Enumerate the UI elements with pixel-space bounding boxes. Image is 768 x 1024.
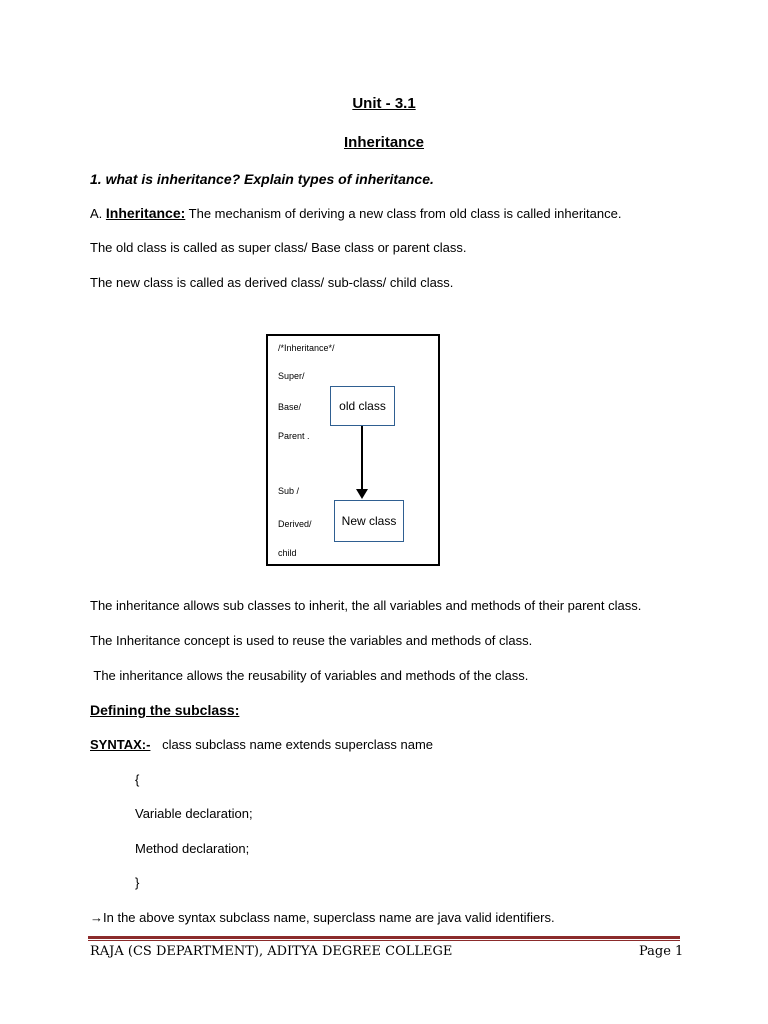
new-class-box: New class — [334, 500, 404, 542]
right-arrow-icon: → — [90, 910, 103, 925]
answer-definition: The mechanism of deriving a new class from old class is called inheritance. — [185, 206, 622, 221]
answer-line-3: The new class is called as derived class/ sub-class/ child class. — [90, 275, 454, 290]
syntax-text: class subclass name extends superclass name — [162, 737, 434, 752]
paragraph-3: The inheritance allows the reusability of variables and methods of the class. — [90, 668, 529, 683]
syntax-note-text: In the above syntax subclass name, superclass name are java valid identifiers. — [103, 910, 555, 925]
old-class-box: old class — [330, 386, 395, 426]
syntax-line — [90, 737, 433, 752]
syntax-variable-declaration: Variable declaration; — [135, 806, 253, 821]
answer-paragraph — [90, 205, 621, 221]
footer-author: RAJA (CS DEPARTMENT), ADITYA DEGREE COLLEGE — [90, 944, 453, 959]
sub-label: Sub / — [278, 486, 300, 496]
diagram-comment: /*Inheritance*/ — [278, 343, 335, 353]
paragraph-1: The inheritance allows sub classes to inherit, the all variables and methods of their parent class. — [90, 598, 642, 613]
inheritance-diagram — [266, 334, 440, 566]
super-label: Super/ — [278, 371, 305, 381]
syntax-label: SYNTAX:- — [90, 737, 151, 752]
answer-prefix: A. — [90, 206, 103, 221]
answer-line-2: The old class is called as super class/ Base class or parent class. — [90, 240, 467, 255]
base-label: Base/ — [278, 402, 302, 412]
paragraph-2: The Inheritance concept is used to reuse the variables and methods of class. — [90, 633, 533, 648]
parent-label: Parent . — [278, 431, 310, 441]
syntax-note — [90, 910, 555, 925]
topic-title: Inheritance — [343, 134, 425, 151]
syntax-method-declaration: Method declaration; — [135, 841, 250, 856]
unit-title: Unit - 3.1 — [352, 95, 416, 112]
question-text: 1. what is inheritance? Explain types of inheritance. — [90, 171, 434, 187]
footer-divider-thick — [88, 936, 680, 939]
subclass-heading: Defining the subclass: — [90, 702, 240, 718]
syntax-close-brace: } — [135, 875, 140, 890]
footer-divider-thin — [88, 940, 680, 941]
child-label: child — [278, 548, 297, 558]
syntax-open-brace: { — [135, 772, 140, 787]
footer-page-number: Page 1 — [639, 944, 684, 959]
derived-label: Derived/ — [278, 519, 312, 529]
answer-term: Inheritance: — [105, 205, 186, 221]
